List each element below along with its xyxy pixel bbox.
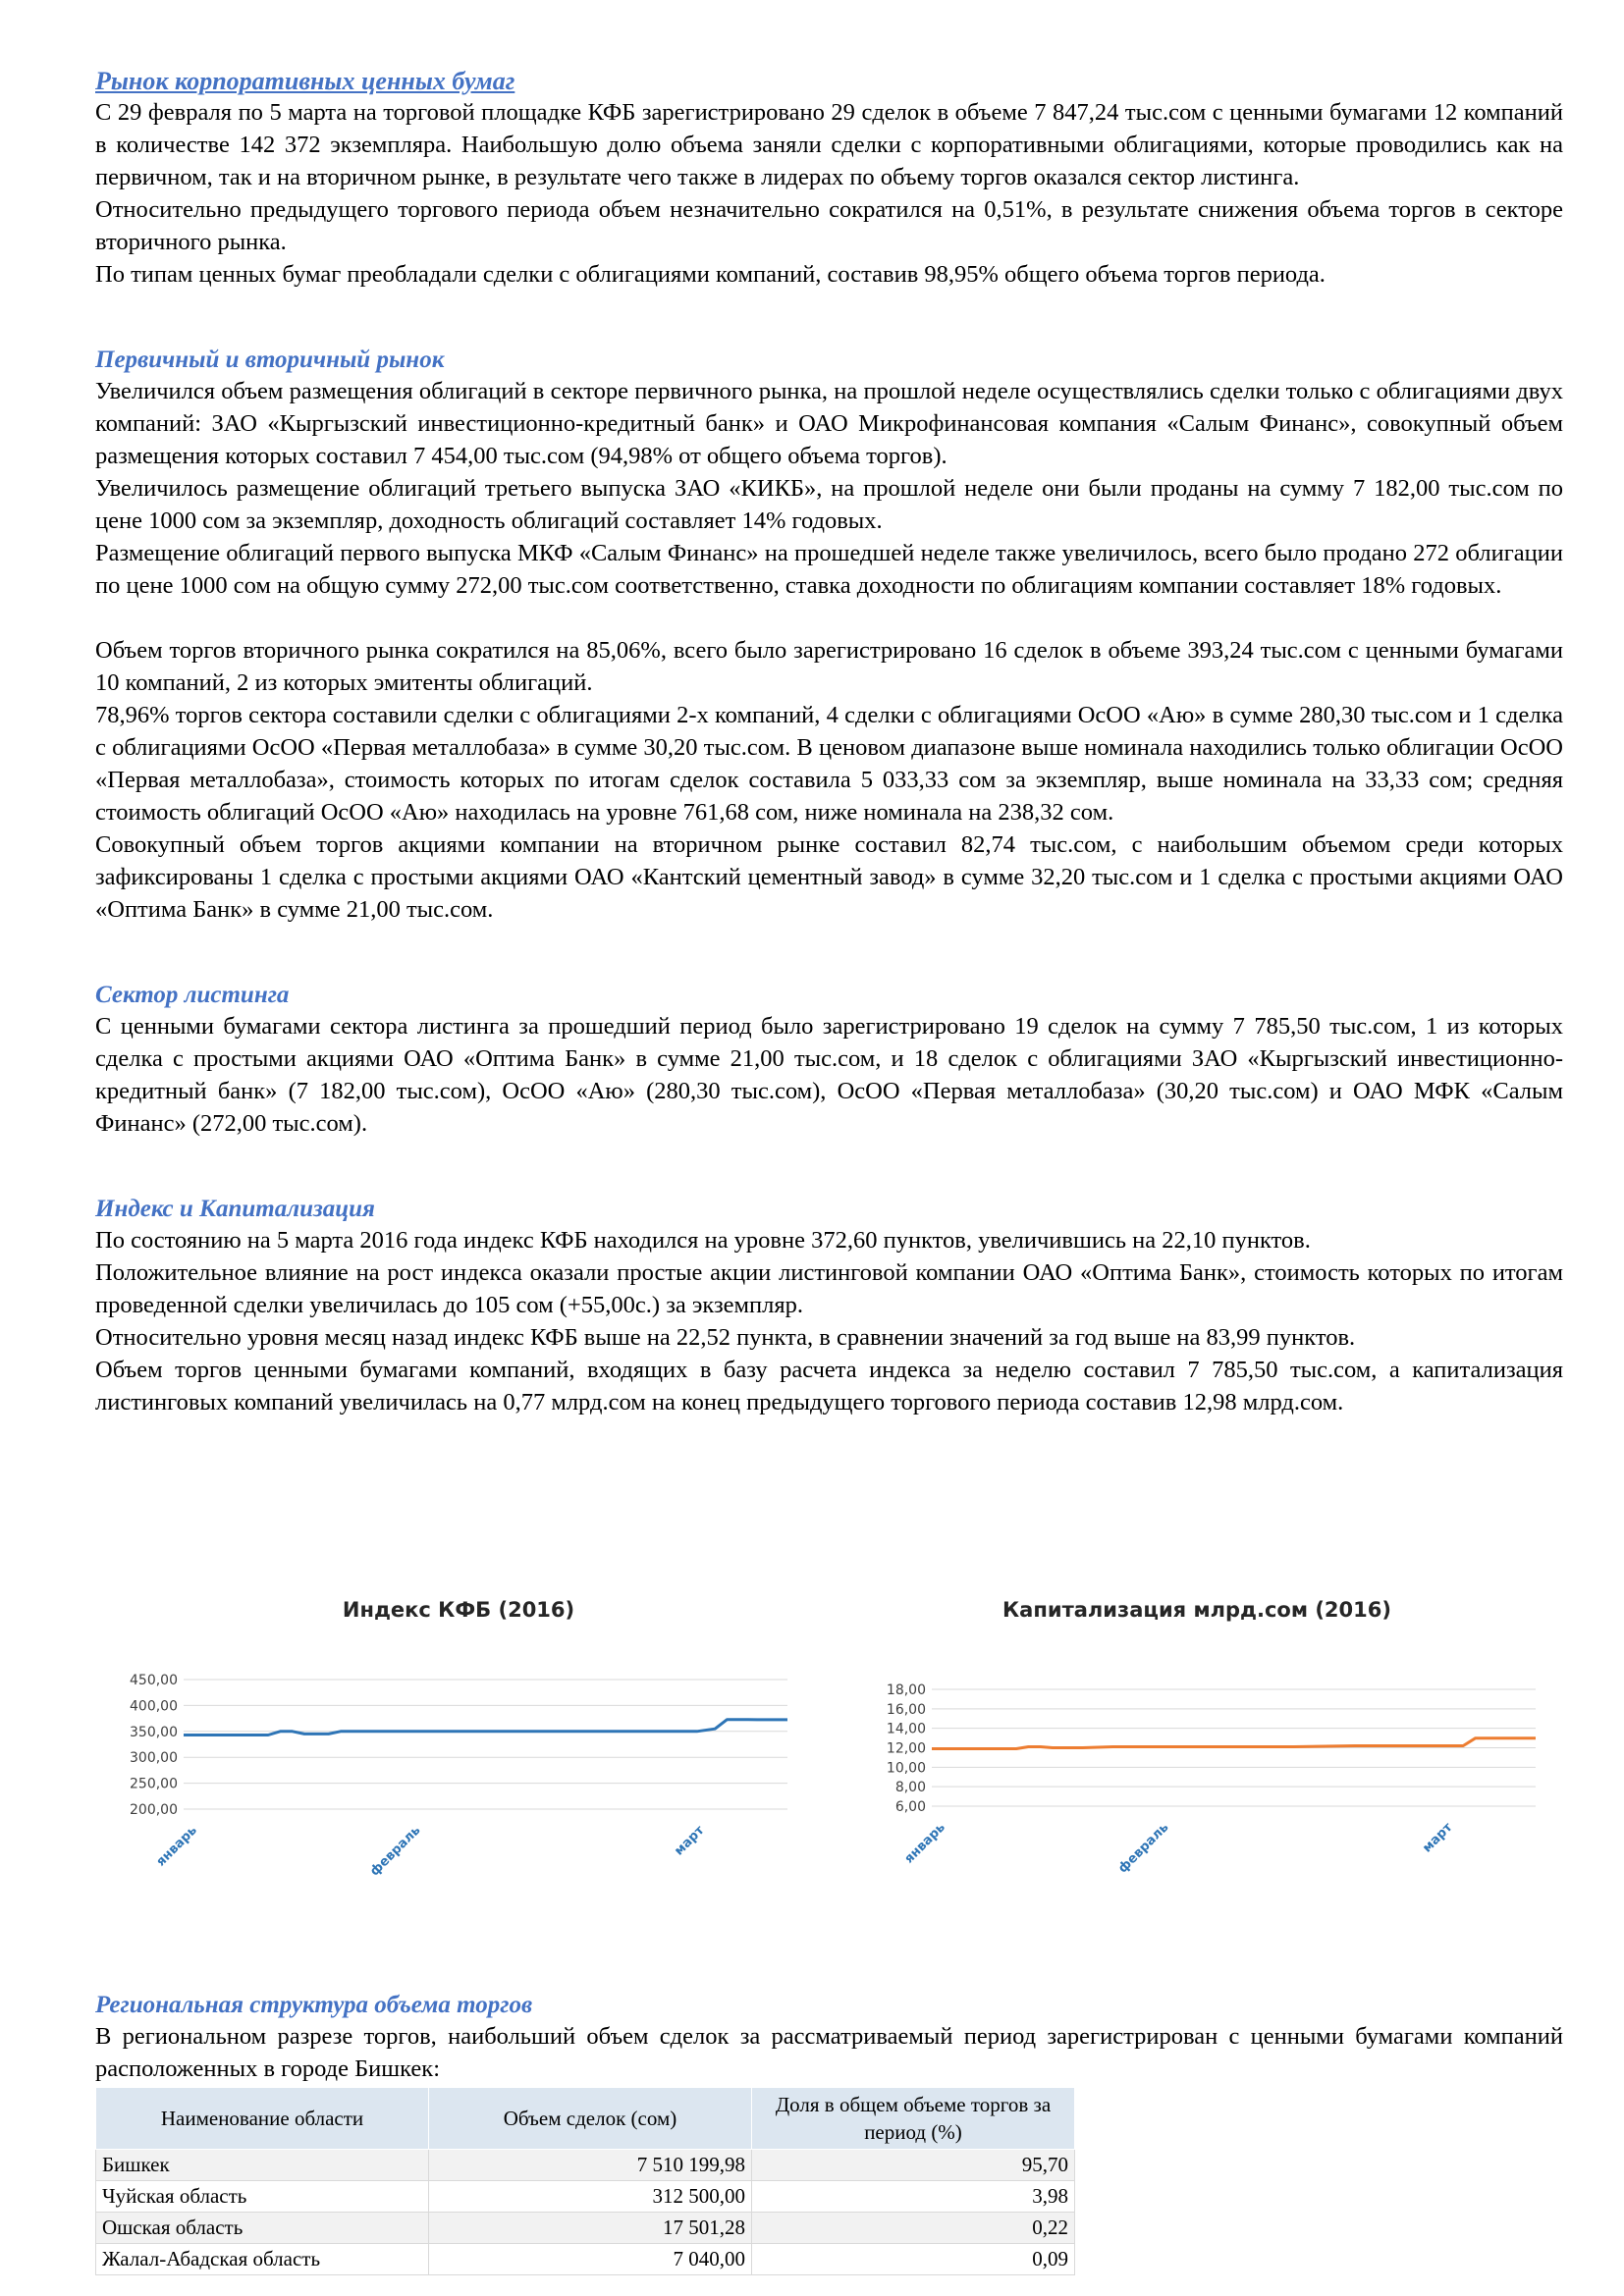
paragraph: В региональном разрезе торгов, наибольший объем сделок за рассматриваемый период зарегистрирован с ценными бумагами компаний расположенных в городе Бишкек: [95,2023,1563,2082]
chart-title: Индекс КФБ (2016) [342,1598,575,1622]
y-tick-label: 300,00 [130,1750,178,1767]
y-tick-label: 10,00 [886,1760,926,1777]
y-tick-label: 450,00 [130,1673,178,1688]
paragraph: Относительно предыдущего торгового периода объем незначительно сократился на 0,51%, в результате снижения объема торгов в секторе вторичного рынка. [95,196,1563,255]
table-row [96,2181,1075,2213]
column-header: Объем сделок (сом) [429,2088,752,2150]
paragraph: Объем торгов ценными бумагами компаний, входящих в базу расчета индекса за неделю составил 7 785,50 тыс.сом, а капитализация листинговых компаний увеличилась на 0,77 млрд.сом на конец предыдущего торгового периода составив 12,98 млрд.сом. [95,1357,1563,1415]
index-chart-svg [95,1598,822,1922]
column-header: Наименование области [96,2088,429,2150]
paragraph: Положительное влияние на рост индекса оказали простые акции листинговой компании ОАО «Оптима Банк», стоимость которых по итогам проведенной сделки увеличилась до 105 сом (+55,00с.) за экземпляр. [95,1259,1563,1318]
x-tick-label: январь [153,1823,200,1870]
region-name: Жалал-Абадская область [96,2244,429,2275]
y-tick-label: 16,00 [886,1701,926,1718]
share-percent: 0,22 [752,2213,1075,2244]
y-tick-label: 14,00 [886,1721,926,1737]
table-row [96,2244,1075,2275]
capitalization-chart [834,1598,1560,1922]
x-tick-label: январь [901,1820,948,1867]
regional-section [95,1991,1563,2275]
region-name: Ошская область [96,2213,429,2244]
y-tick-label: 8,00 [894,1780,926,1796]
share-percent: 95,70 [752,2150,1075,2181]
paragraph: Совокупный объем торгов акциями компании на вторичном рынке составил 82,74 тыс.сом, с наибольшим объемом среди которых зафиксированы 1 сделка с простыми акциями ОАО «Кантский цементный завод» в сумме 32,20 тыс.сом и 1 сделка с простыми акциями ОАО «Оптима Банк» в сумме 21,00 тыс.сом. [95,831,1563,923]
section-title-regional: Региональная структура объема торгов [95,1992,533,2018]
y-tick-label: 200,00 [130,1802,178,1818]
paragraph: Объем торгов вторичного рынка сократился на 85,06%, всего было зарегистрировано 16 сделок в объеме 393,24 тыс.сом с ценными бумагами 10 компаний, 2 из которых эмитенты облигаций. [95,637,1563,696]
column-header: Доля в общем объеме торгов за период (%) [752,2088,1075,2150]
deal-volume: 17 501,28 [429,2213,752,2244]
y-tick-label: 6,00 [894,1799,926,1815]
series-line [184,1720,787,1735]
deal-volume: 7 040,00 [429,2244,752,2275]
regional-table [95,2087,1075,2275]
series-line [932,1738,1536,1749]
table-row [96,2213,1075,2244]
y-tick-label: 350,00 [130,1724,178,1740]
section-title-primary-secondary: Первичный и вторичный рынок [95,347,445,373]
paragraph: 78,96% торгов сектора составили сделки с облигациями 2-х компаний, 4 сделки с облигациями ОсОО «Аю» в сумме 280,30 тыс.сом и 1 сделка с облигациями ОсОО «Первая металлобаза» в сумме 30,20 тыс.сом. В ценовом диапазоне выше номинала находились только облигации ОсОО «Первая металлобаза», стоимость которых по итогам сделок составила 5 033,33 сом за экземпляр, выше номинала на 33,33 сом; средняя стоимость облигаций ОсОО «Аю» находилась на уровне 761,68 сом, ниже номинала на 238,32 сом. [95,702,1563,826]
paragraph: Размещение облигаций первого выпуска МКФ «Салым Финанс» на прошедшей неделе также увеличилось, всего было продано 272 облигации по цене 1000 сом на общую сумму 272,00 тыс.сом соответственно, ставка доходности по облигациям компании составляет 18% годовых. [95,540,1563,599]
y-tick-label: 18,00 [886,1682,926,1698]
section-title-listing: Сектор листинга [95,982,290,1008]
deal-volume: 7 510 199,98 [429,2150,752,2181]
index-chart [95,1598,822,1922]
y-tick-label: 12,00 [886,1740,926,1757]
table-row [96,2150,1075,2181]
region-name: Бишкек [96,2150,429,2181]
y-tick-label: 250,00 [130,1776,178,1792]
table-header-row [96,2088,1075,2150]
paragraph: С 29 февраля по 5 марта на торговой площадке КФБ зарегистрировано 29 сделок в объеме 7 847,24 тыс.сом с ценными бумагами 12 компаний в количестве 142 372 экземпляра. Наибольшую долю объема заняли сделки с корпоративными облигациями, которые проводились как на первичном, так и на вторичном рынке, в результате чего также в лидерах по объему торгов оказался сектор листинга. [95,99,1563,190]
share-percent: 0,09 [752,2244,1075,2275]
paragraph: Относительно уровня месяц назад индекс КФБ выше на 22,52 пункта, в сравнении значений за год выше на 83,99 пунктов. [95,1324,1356,1351]
y-tick-label: 400,00 [130,1698,178,1715]
report-body [95,67,1563,1418]
share-percent: 3,98 [752,2181,1075,2213]
region-name: Чуйская область [96,2181,429,2213]
paragraph: Увеличилось размещение облигаций третьего выпуска ЗАО «КИКБ», на прошлой неделе они были проданы на сумму 7 182,00 тыс.сом по цене 1000 сом за экземпляр, доходность облигаций составляет 14% годовых. [95,475,1563,534]
charts-area [95,1598,1568,1922]
x-tick-label: февраль [1115,1820,1172,1877]
paragraph: По типам ценных бумаг преобладали сделки с облигациями компаний, составив 98,95% общего объема торгов периода. [95,261,1326,288]
x-tick-label: февраль [367,1823,424,1880]
section-title-corporate-market: Рынок корпоративных ценных бумаг [95,67,515,95]
section-title-index-cap: Индекс и Капитализация [95,1196,375,1222]
paragraph: С ценными бумагами сектора листинга за прошедший период было зарегистрировано 19 сделок на сумму 7 785,50 тыс.сом, 1 из которых сделка с простыми акциями ОАО «Оптима Банк» в сумме 21,00 тыс.сом, и 18 сделок с облигациями ЗАО «Кыргызский инвестиционно-кредитный банк» (7 182,00 тыс.сом), ОсОО «Аю» (280,30 тыс.сом), ОсОО «Первая металлобаза» (30,20 тыс.сом) и ОАО МФК «Салым Финанс» (272,00 тыс.сом). [95,1013,1563,1137]
chart-title: Капитализация млрд.сом (2016) [1002,1598,1391,1622]
x-tick-label: март [672,1823,708,1859]
paragraph: По состоянию на 5 марта 2016 года индекс КФБ находился на уровне 372,60 пунктов, увеличившись на 22,10 пунктов. [95,1227,1311,1254]
capitalization-chart-svg [834,1598,1560,1922]
paragraph: Увеличился объем размещения облигаций в секторе первичного рынка, на прошлой неделе осуществлялись сделки только с облигациями двух компаний: ЗАО «Кыргызский инвестиционно-кредитный банк» и ОАО Микрофинансовая компания «Салым Финанс», совокупный объем размещения которых составил 7 454,00 тыс.сом (94,98% от общего объема торгов). [95,378,1563,469]
deal-volume: 312 500,00 [429,2181,752,2213]
x-tick-label: март [1420,1820,1456,1856]
